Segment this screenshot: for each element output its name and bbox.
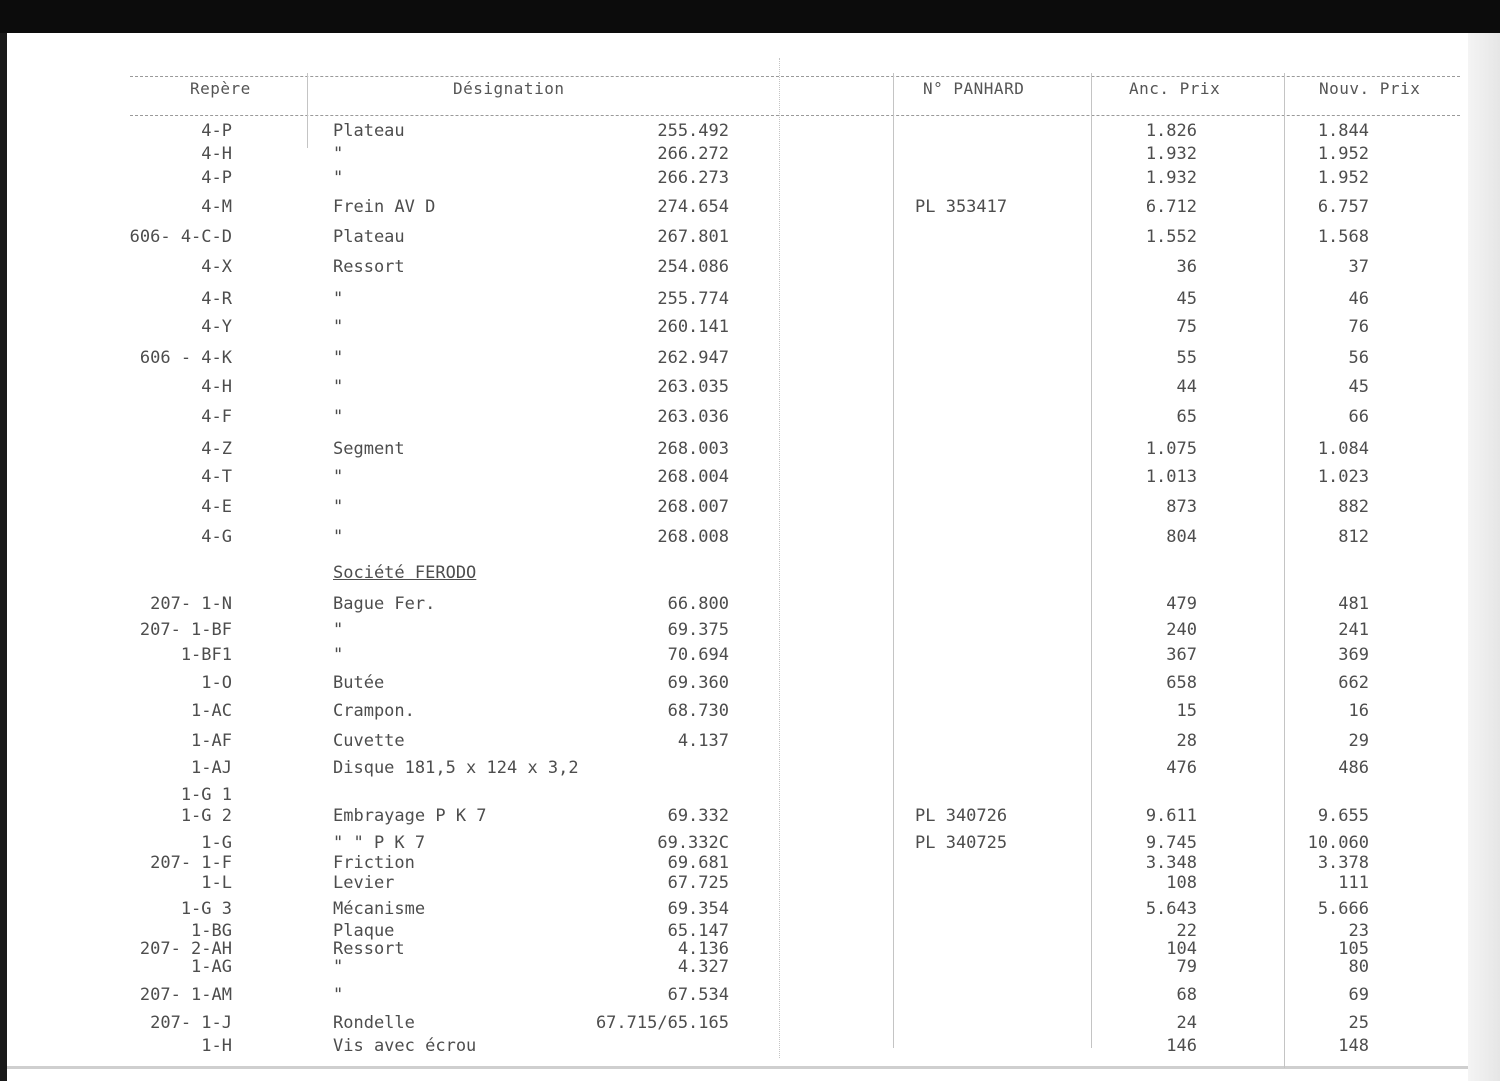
header-nouv-prix: Nouv. Prix	[1319, 79, 1421, 98]
cell-nouv: 45	[1348, 377, 1369, 397]
cell-anc: 79	[1176, 957, 1197, 977]
cell-repere: 1-G 1	[180, 785, 232, 805]
cell-ref: 66.800	[667, 594, 729, 614]
cell-repere: 1-G	[201, 833, 232, 853]
cell-ref: 4.327	[677, 957, 729, 977]
cell-repere: 606- 4-C-D	[129, 227, 232, 247]
cell-designation: "	[333, 645, 344, 665]
column-divider	[1284, 73, 1285, 1068]
cell-nouv: 23	[1348, 921, 1369, 941]
cell-designation: "	[333, 377, 344, 397]
cell-nouv: 148	[1338, 1036, 1369, 1056]
cell-anc: 55	[1176, 348, 1197, 368]
cell-ref: 267.801	[657, 227, 729, 247]
cell-anc: 476	[1166, 758, 1197, 778]
section-title: Société FERODO	[333, 563, 477, 583]
cell-ref: 68.730	[667, 701, 729, 721]
cell-ref: 69.360	[667, 673, 729, 693]
cell-repere: 1-AJ	[191, 758, 232, 778]
cell-designation: Plateau	[333, 227, 405, 247]
cell-repere: 4-E	[201, 497, 232, 517]
cell-repere: 1-H	[201, 1036, 232, 1056]
cell-designation: "	[333, 289, 344, 309]
cell-repere: 207- 1-F	[150, 853, 232, 873]
cell-designation: Levier	[333, 873, 395, 893]
cell-nouv: 105	[1338, 939, 1369, 959]
cell-anc: 240	[1166, 620, 1197, 640]
cell-repere: 4-P	[201, 168, 232, 188]
cell-designation: Rondelle	[333, 1013, 415, 1033]
cell-anc: 479	[1166, 594, 1197, 614]
cell-nouv: 481	[1338, 594, 1369, 614]
cell-ref: 67.725	[667, 873, 729, 893]
cell-designation: Butée	[333, 673, 385, 693]
cell-repere: 4-F	[201, 407, 232, 427]
cell-nouv: 1.568	[1317, 227, 1369, 247]
cell-nouv: 1.952	[1317, 144, 1369, 164]
scan-top-border	[0, 0, 1500, 33]
cell-designation: Bague Fer.	[333, 594, 436, 614]
cell-designation: "	[333, 620, 344, 640]
cell-nouv: 56	[1348, 348, 1369, 368]
cell-ref: 4.136	[677, 939, 729, 959]
cell-anc: 367	[1166, 645, 1197, 665]
header-anc-prix: Anc. Prix	[1129, 79, 1221, 98]
cell-anc: 9.745	[1145, 833, 1197, 853]
cell-ref: 268.007	[657, 497, 729, 517]
price-list-page	[7, 33, 1468, 1066]
cell-repere: 4-P	[201, 121, 232, 141]
cell-designation: "	[333, 957, 344, 977]
cell-nouv: 5.666	[1317, 899, 1369, 919]
cell-repere: 1-AC	[191, 701, 232, 721]
cell-ref: 268.003	[657, 439, 729, 459]
cell-ref: 70.694	[667, 645, 729, 665]
cell-designation: "	[333, 497, 344, 517]
cell-repere: 4-X	[201, 257, 232, 277]
cell-nouv: 1.084	[1317, 439, 1369, 459]
cell-ref: 274.654	[657, 197, 729, 217]
cell-designation: "	[333, 348, 344, 368]
cell-nouv: 46	[1348, 289, 1369, 309]
cell-anc: 1.932	[1145, 168, 1197, 188]
cell-panhard: PL 353417	[915, 197, 1008, 217]
cell-ref: 262.947	[657, 348, 729, 368]
cell-repere: 4-Y	[201, 317, 232, 337]
cell-ref: 69.354	[667, 899, 729, 919]
cell-repere: 4-G	[201, 527, 232, 547]
column-divider	[307, 73, 308, 148]
cell-repere: 207- 2-AH	[139, 939, 232, 959]
cell-designation: "	[333, 985, 344, 1005]
cell-ref: 266.272	[657, 144, 729, 164]
cell-designation: "	[333, 144, 344, 164]
cell-nouv: 1.844	[1317, 121, 1369, 141]
cell-anc: 658	[1166, 673, 1197, 693]
header-top-rule	[130, 76, 1460, 77]
cell-repere: 4-M	[201, 197, 232, 217]
cell-nouv: 80	[1348, 957, 1369, 977]
cell-ref: 266.273	[657, 168, 729, 188]
cell-ref: 67.715/65.165	[595, 1013, 729, 1033]
cell-anc: 22	[1176, 921, 1197, 941]
cell-nouv: 1.952	[1317, 168, 1369, 188]
cell-repere: 1-G 3	[180, 899, 232, 919]
cell-anc: 108	[1166, 873, 1197, 893]
cell-ref: 67.534	[667, 985, 729, 1005]
cell-nouv: 37	[1348, 257, 1369, 277]
cell-nouv: 16	[1348, 701, 1369, 721]
cell-nouv: 29	[1348, 731, 1369, 751]
cell-designation: Ressort	[333, 257, 405, 277]
cell-designation: "	[333, 168, 344, 188]
cell-ref: 69.375	[667, 620, 729, 640]
cell-repere: 4-H	[201, 377, 232, 397]
cell-panhard: PL 340725	[915, 833, 1008, 853]
cell-repere: 1-AG	[191, 957, 232, 977]
cell-ref: 255.774	[657, 289, 729, 309]
cell-repere: 1-BG	[191, 921, 232, 941]
cell-panhard: PL 340726	[915, 806, 1008, 826]
header-repere: Repère	[190, 79, 251, 98]
cell-ref: 268.004	[657, 467, 729, 487]
cell-ref: 268.008	[657, 527, 729, 547]
cell-anc: 1.552	[1145, 227, 1197, 247]
cell-nouv: 1.023	[1317, 467, 1369, 487]
cell-nouv: 662	[1338, 673, 1369, 693]
cell-designation: Ressort	[333, 939, 405, 959]
cell-ref: 263.036	[657, 407, 729, 427]
cell-nouv: 66	[1348, 407, 1369, 427]
column-divider	[779, 58, 780, 1058]
cell-nouv: 76	[1348, 317, 1369, 337]
cell-anc: 24	[1176, 1013, 1197, 1033]
cell-ref: 263.035	[657, 377, 729, 397]
cell-designation: "	[333, 407, 344, 427]
cell-nouv: 69	[1348, 985, 1369, 1005]
cell-anc: 9.611	[1145, 806, 1197, 826]
cell-anc: 104	[1166, 939, 1197, 959]
cell-repere: 4-R	[201, 289, 232, 309]
cell-designation: Segment	[333, 439, 405, 459]
cell-designation: "	[333, 317, 344, 337]
cell-repere: 1-O	[201, 673, 232, 693]
cell-anc: 44	[1176, 377, 1197, 397]
cell-repere: 1-L	[201, 873, 232, 893]
cell-repere: 606 - 4-K	[139, 348, 232, 368]
cell-ref: 255.492	[657, 121, 729, 141]
cell-anc: 1.013	[1145, 467, 1197, 487]
cell-designation: Vis avec écrou	[333, 1036, 477, 1056]
cell-nouv: 882	[1338, 497, 1369, 517]
cell-anc: 873	[1166, 497, 1197, 517]
cell-designation: Plateau	[333, 121, 405, 141]
header-bottom-rule	[130, 115, 1460, 116]
cell-repere: 4-H	[201, 144, 232, 164]
cell-repere: 1-AF	[191, 731, 232, 751]
cell-repere: 207- 1-J	[150, 1013, 232, 1033]
cell-anc: 68	[1176, 985, 1197, 1005]
scan-right-shadow	[1468, 33, 1500, 1081]
header-panhard: N° PANHARD	[923, 79, 1025, 98]
cell-anc: 1.826	[1145, 121, 1197, 141]
header-designation: Désignation	[453, 79, 565, 98]
column-divider	[1091, 73, 1092, 1048]
cell-designation: Plaque	[333, 921, 395, 941]
cell-ref: 69.332	[667, 806, 729, 826]
cell-nouv: 6.757	[1317, 197, 1369, 217]
cell-nouv: 369	[1338, 645, 1369, 665]
cell-nouv: 3.378	[1317, 853, 1369, 873]
cell-nouv: 10.060	[1307, 833, 1369, 853]
column-divider	[893, 73, 894, 1048]
cell-designation: "	[333, 527, 344, 547]
cell-anc: 15	[1176, 701, 1197, 721]
cell-anc: 65	[1176, 407, 1197, 427]
cell-nouv: 25	[1348, 1013, 1369, 1033]
cell-designation: Cuvette	[333, 731, 405, 751]
cell-repere: 1-BF1	[180, 645, 232, 665]
cell-anc: 1.075	[1145, 439, 1197, 459]
cell-nouv: 486	[1338, 758, 1369, 778]
cell-designation: "	[333, 467, 344, 487]
cell-ref: 260.141	[657, 317, 729, 337]
scan-bottom-edge	[7, 1066, 1468, 1069]
cell-ref: 4.137	[677, 731, 729, 751]
cell-anc: 5.643	[1145, 899, 1197, 919]
cell-designation: Embrayage P K 7	[333, 806, 487, 826]
cell-anc: 75	[1176, 317, 1197, 337]
cell-repere: 207- 1-AM	[139, 985, 232, 1005]
cell-nouv: 9.655	[1317, 806, 1369, 826]
cell-anc: 45	[1176, 289, 1197, 309]
cell-ref: 254.086	[657, 257, 729, 277]
cell-designation: Friction	[333, 853, 415, 873]
cell-anc: 1.932	[1145, 144, 1197, 164]
cell-anc: 146	[1166, 1036, 1197, 1056]
cell-repere: 207- 1-N	[150, 594, 232, 614]
cell-anc: 6.712	[1145, 197, 1197, 217]
cell-ref: 69.332C	[657, 833, 729, 853]
cell-nouv: 111	[1338, 873, 1369, 893]
cell-ref: 69.681	[667, 853, 729, 873]
cell-repere: 1-G 2	[180, 806, 232, 826]
cell-designation: " " P K 7	[333, 833, 426, 853]
cell-repere: 207- 1-BF	[139, 620, 232, 640]
cell-ref: 65.147	[667, 921, 729, 941]
cell-anc: 3.348	[1145, 853, 1197, 873]
cell-designation: Crampon.	[333, 701, 415, 721]
cell-repere: 4-Z	[201, 439, 232, 459]
cell-nouv: 241	[1338, 620, 1369, 640]
cell-anc: 36	[1176, 257, 1197, 277]
cell-nouv: 812	[1338, 527, 1369, 547]
cell-designation: Frein AV D	[333, 197, 436, 217]
cell-anc: 804	[1166, 527, 1197, 547]
cell-repere: 4-T	[201, 467, 232, 487]
cell-designation: Mécanisme	[333, 899, 426, 919]
cell-anc: 28	[1176, 731, 1197, 751]
cell-designation: Disque 181,5 x 124 x 3,2	[333, 758, 579, 778]
scan-left-border	[0, 33, 7, 1081]
